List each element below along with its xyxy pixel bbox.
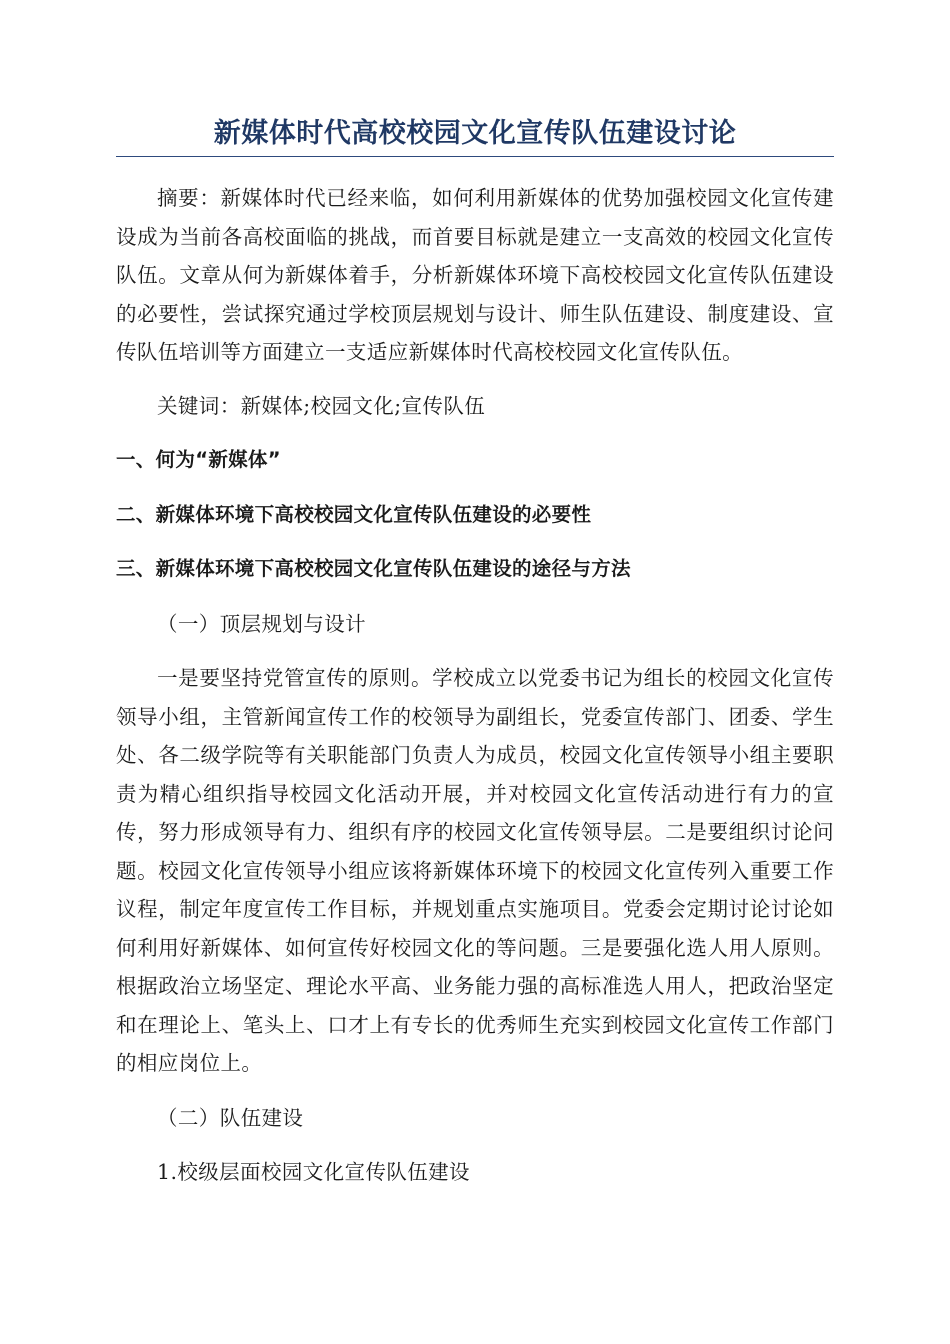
subsection-heading-2: （二）队伍建设 bbox=[157, 1105, 304, 1130]
section-heading-2: 二、新媒体环境下高校校园文化宣传队伍建设的必要性 bbox=[116, 502, 592, 526]
subsection-2-item-1: 1.校级层面校园文化宣传队伍建设 bbox=[157, 1160, 470, 1184]
section-heading-1: 一、何为“新媒体” bbox=[116, 448, 281, 471]
section-heading-3: 三、新媒体环境下高校校园文化宣传队伍建设的途径与方法 bbox=[116, 557, 631, 580]
subsection-1-body: 一是要坚持党管宣传的原则。学校成立以党委书记为组长的校园文化宣传领导小组，主管新闻宣传工作的校领导为副组长，党委宣传部门、团委、学生处、各二级学院等有关职能部门负责人为成员，校园文化宣传领导小组主要职责为精心组织指导校园文化活动开展，并对校园文化宣传活动进行有力的宣传，努力形成领导有力、组织有序的校园文化宣传领导层。二是要组织讨论问题。校园文化宣传领导小组应该将新媒体环境下的校园文化宣传列入重要工作议程，制定年度宣传工作目标，并规划重点实施项目。党委会定期讨论讨论如何利用好新媒体、如何宣传好校园文化的等问题。三是要强化选人用人原则。根据政治立场坚定、理论水平高、业务能力强的高标准选人用人，把政治坚定和在理论上、笔头上、口才上有专长的优秀师生充实到校园文化宣传工作部门的相应岗位上。 bbox=[116, 666, 834, 1075]
abstract-paragraph: 摘要：新媒体时代已经来临，如何利用新媒体的优势加强校园文化宣传建设成为当前各高校面临的挑战，而首要目标就是建立一支高效的校园文化宣传队伍。文章从何为新媒体着手，分析新媒体环境下高校校园文化宣传队伍建设的必要性，尝试探究通过学校顶层规划与设计、师生队伍建设、制度建设、宣传队伍培训等方面建立一支适应新媒体时代高校校园文化宣传队伍。 bbox=[116, 186, 834, 364]
document-title: 新媒体时代高校校园文化宣传队伍建设讨论 bbox=[213, 118, 737, 149]
keywords-line: 关键词：新媒体;校园文化;宣传队伍 bbox=[157, 393, 486, 418]
title-underline bbox=[116, 156, 834, 157]
subsection-heading-1: （一）顶层规划与设计 bbox=[157, 611, 366, 636]
document-page bbox=[116, 0, 834, 1192]
